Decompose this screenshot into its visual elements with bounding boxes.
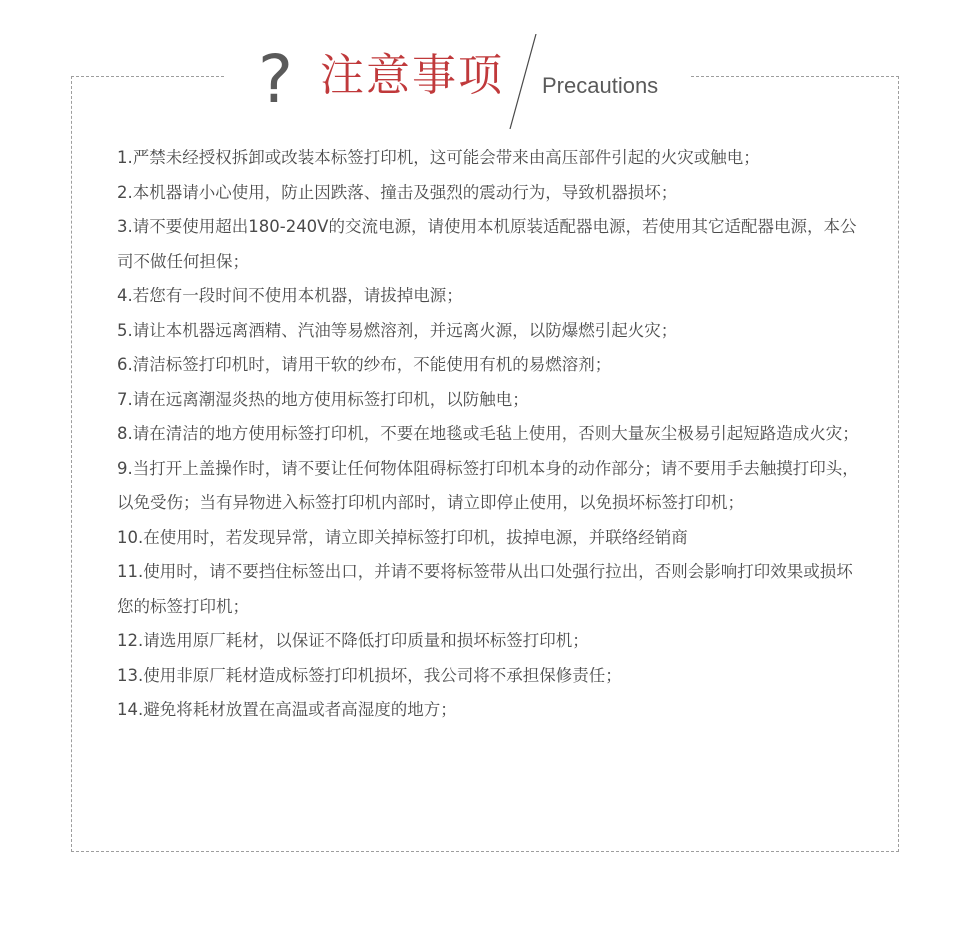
list-item: 7.请在远离潮湿炎热的地方使用标签打印机，以防触电； — [117, 389, 529, 409]
page-subtitle: Precautions — [542, 73, 659, 98]
list-item: 5.请让本机器远离酒精、汽油等易燃溶剂，并远离火源，以防爆燃引起火灾； — [117, 320, 678, 340]
list-item: 11.使用时，请不要挡住标签出口，并请不要将标签带从出口处强行拉出，否则会影响打印效果或损坏您的标签打印机； — [117, 562, 853, 616]
list-item: 3.请不要使用超出180-240V的交流电源，请使用本机原装适配器电源，若使用其它适配器电源，本公司不做任何担保； — [117, 217, 857, 271]
list-item: 8.请在清洁的地方使用标签打印机，不要在地毯或毛毡上使用，否则大量灰尘极易引起短路造成火灾； — [117, 424, 859, 443]
list-item: 13.使用非原厂耗材造成标签打印机损坏，我公司将不承担保修责任； — [117, 665, 622, 685]
title-divider-slash — [508, 34, 538, 129]
list-item: 2.本机器请小心使用，防止因跌落、撞击及强烈的震动行为，导致机器损坏； — [117, 182, 678, 202]
list-item: 1.严禁未经授权拆卸或改装本标签打印机，这可能会带来由高压部件引起的火灾或触电； — [117, 148, 760, 167]
list-item: 9.当打开上盖操作时，请不要让任何物体阻碍标签打印机本身的动作部分；请不要用手去触摸打印头，以免受伤；当有异物进入标签打印机内部时，请立即停止使用，以免损坏标签打印机； — [117, 458, 859, 512]
list-item: 4.若您有一段时间不使用本机器，请拔掉电源； — [117, 286, 463, 305]
list-item: 10.在使用时，若发现异常，请立即关掉标签打印机，拔掉电源，并联络经销商 — [117, 527, 688, 547]
list-item: 6.清洁标签打印机时，请用干软的纱布，不能使用有机的易燃溶剂； — [117, 355, 612, 374]
question-mark-icon: ? — [258, 41, 294, 118]
list-item: 14.避免将耗材放置在高温或者高湿度的地方； — [117, 700, 457, 719]
list-item: 12.请选用原厂耗材，以保证不降低打印质量和损坏标签打印机； — [117, 631, 589, 650]
precautions-list — [117, 141, 862, 728]
page-title: 注意事项 — [320, 50, 504, 101]
